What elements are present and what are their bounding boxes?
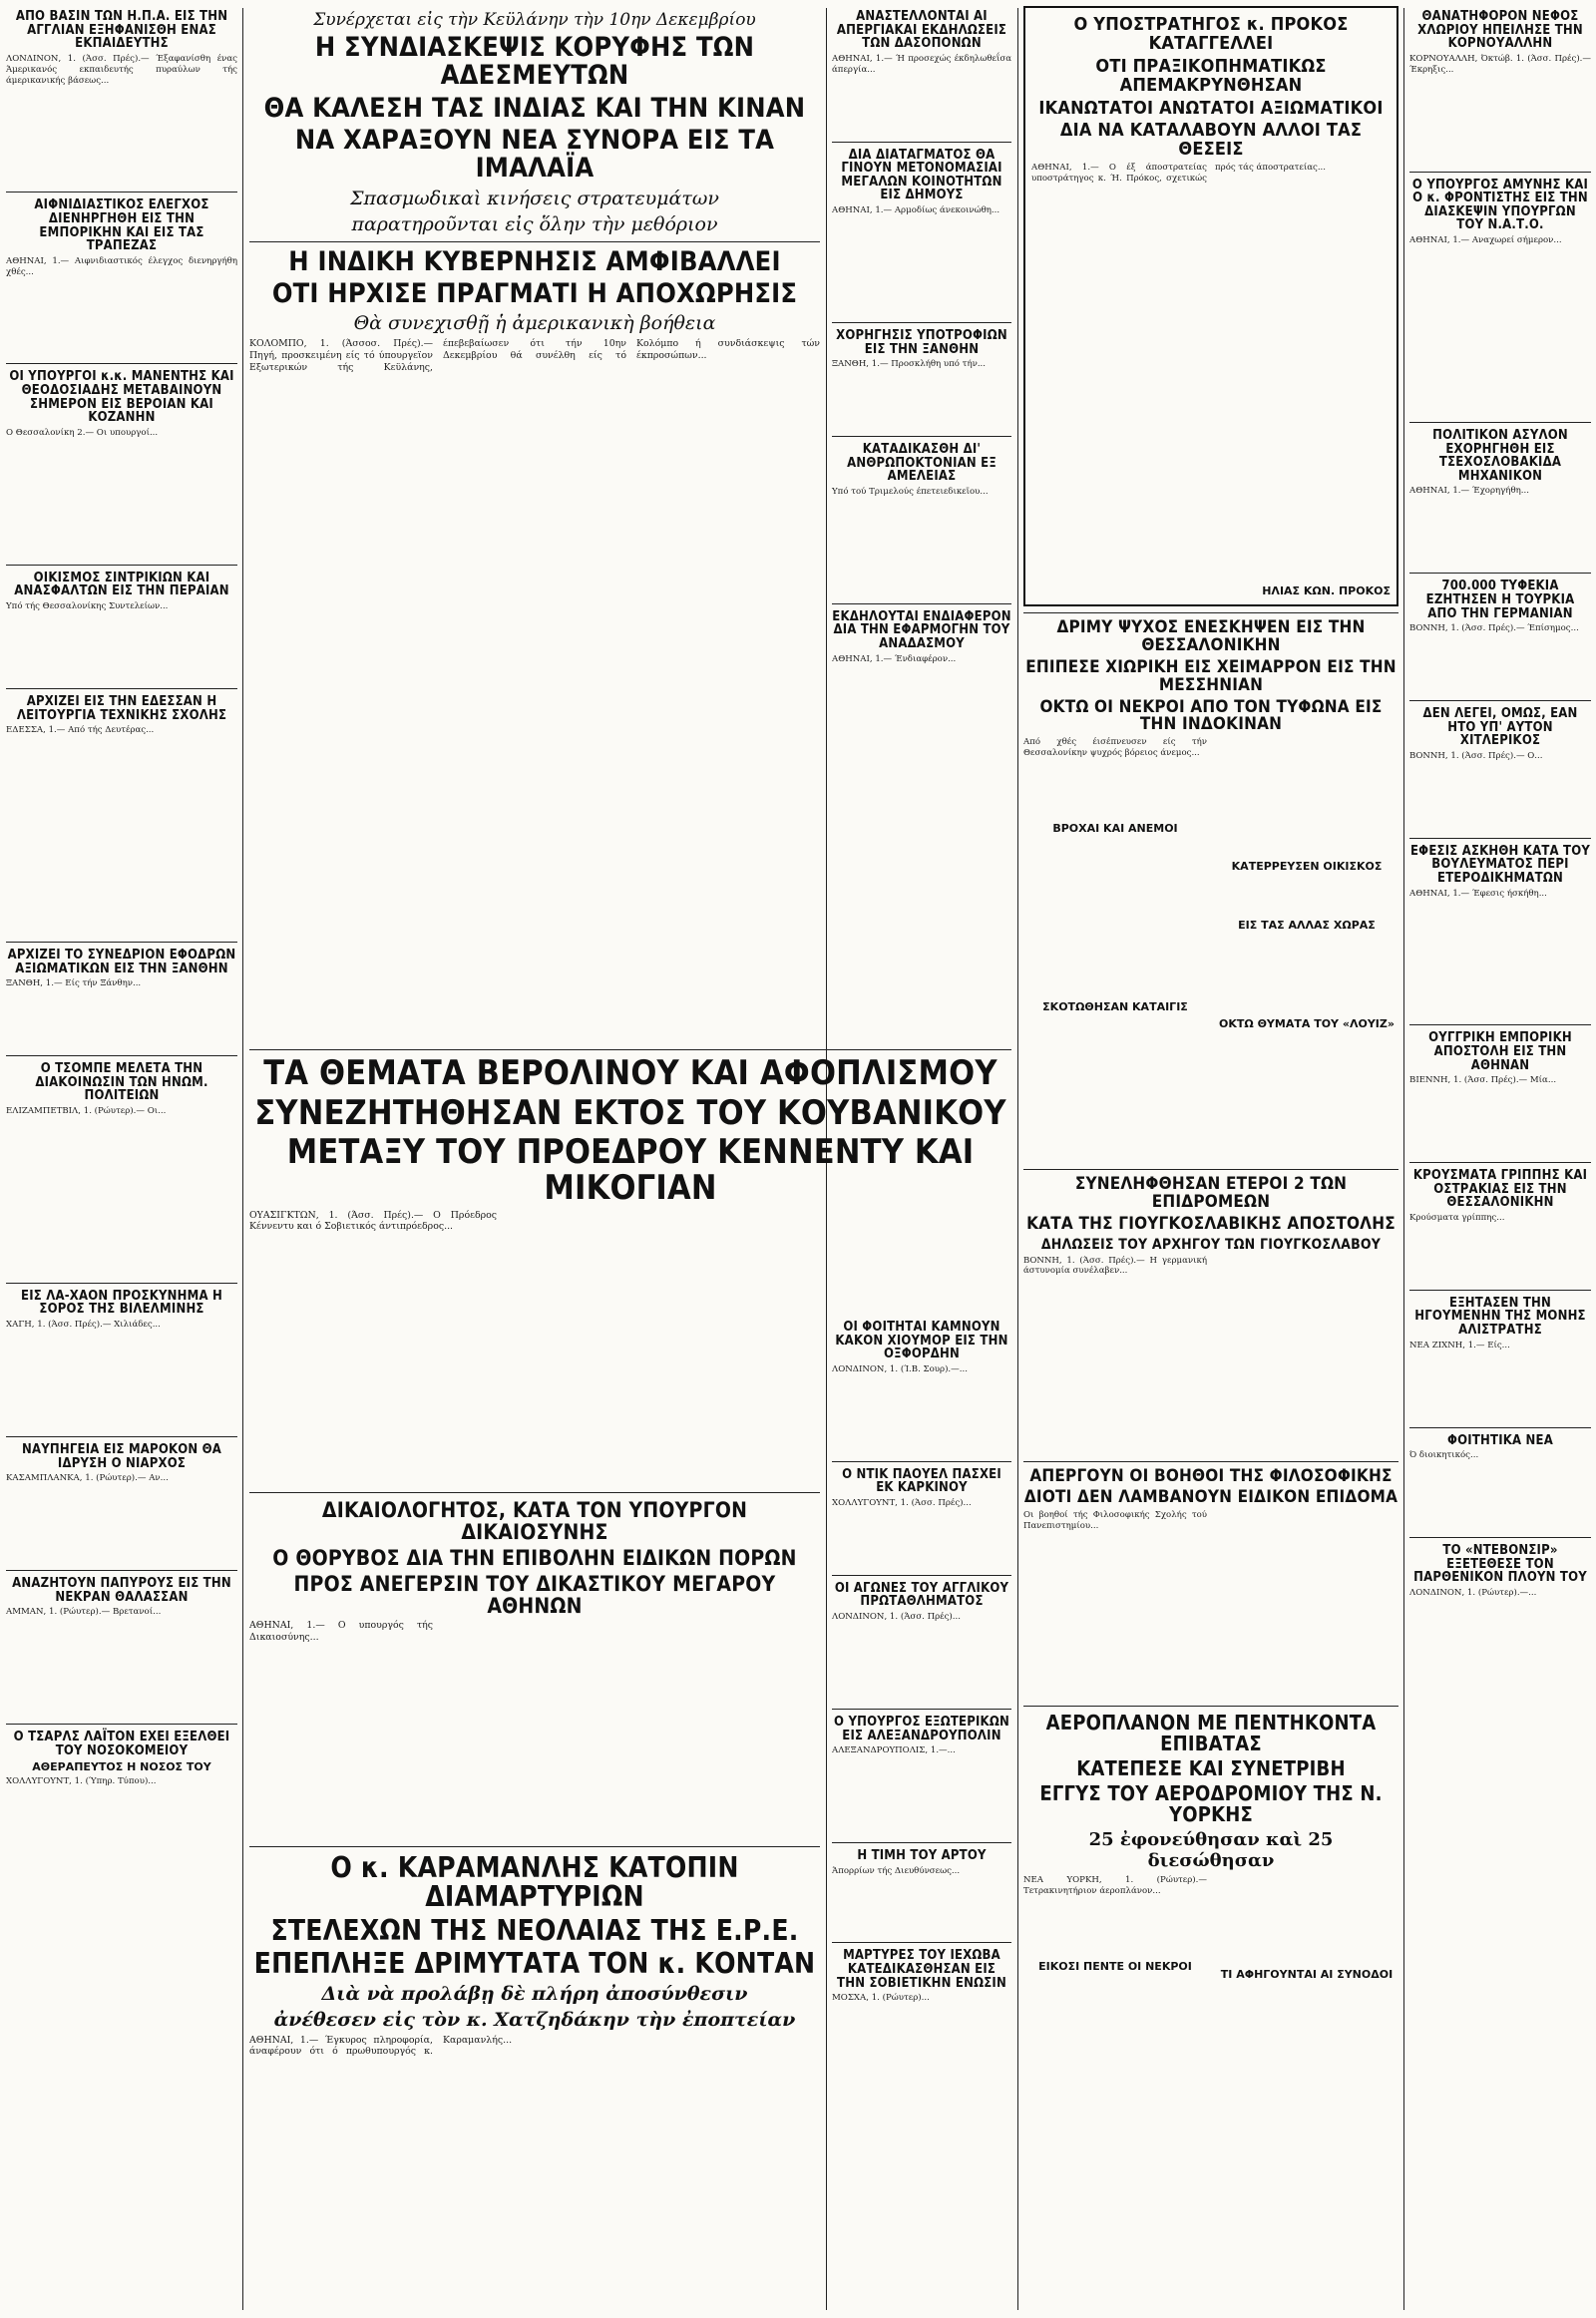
banner-headline: ΜΕΤΑΞΥ ΤΟΥ ΠΡΟΕΔΡΟΥ ΚΕΝΝΕΝΤΥ ΚΑΙ ΜΙΚΟΓΙΑΝ: [286, 1132, 975, 1209]
article-text: ΚΟΛΟΜΠΟ, 1. (Άσσοσ. Πρές).— Πηγή, προσκειμένη είς τό ύπουργεϊον Εξωτερικών τής Κεϋλάνης, έπεβεβαίωσεν ότι τήν 10ην Δεκεμβρίου θά συνέλθη είς τό Κολόμπο ή συνδιάσκεψις τών έκπροσώπων...: [249, 338, 823, 373]
headline: ΕΦΕΣΙΣ ΑΣΚΗΘΗ ΚΑΤΑ ΤΟΥ ΒΟΥΛΕΥΜΑΤΟΣ ΠΕΡΙ ΕΤΕΡΟΔΙΚΗΜΑΤΩΝ: [1409, 843, 1591, 886]
subheadline: ΟΚΤΩ ΘΥΜΑΤΑ ΤΟΥ «ΛΟΥΙΖ»: [1219, 1017, 1395, 1031]
headline: ΑΝΑΣΤΕΛΛΟΝΤΑΙ ΑΙ ΑΠΕΡΓΙΑΚΑΙ ΕΚΔΗΛΩΣΕΙΣ ΤΩΝ ΔΑΣΟΠΟΝΩΝ: [836, 9, 1007, 52]
article-text: ΑΛΕΞΑΝΔΡΟΥΠΟΛΙΣ, 1.—...: [832, 1745, 956, 1756]
headline: ΧΟΡΗΓΗΣΙΣ ΥΠΟΤΡΟΦΙΩΝ ΕΙΣ ΤΗΝ ΞΑΝΘΗΝ: [836, 327, 1007, 357]
dek: ἀνέθεσεν εἰς τὸν κ. Χατζηδάκην τὴν ἐποπτείαν: [273, 2008, 796, 2031]
column-center-lower: [832, 1317, 1011, 2004]
headline: ΚΑΤΕΠΕΣΕ ΚΑΙ ΣΥΝΕΤΡΙΒΗ: [1076, 1756, 1346, 1781]
article-text: ΒΙΕΝΝΗ, 1. (Άσσ. Πρές).— Μία...: [1409, 1075, 1557, 1086]
lead-headline: Η ΣΥΝΔΙΑΣΚΕΨΙΣ ΚΟΡΥΦΗΣ ΤΩΝ ΑΔΕΣΜΕΥΤΩΝ: [314, 32, 755, 92]
headline: ΑΡΧΙΖΕΙ ΕΙΣ ΤΗΝ ΕΔΕΣΣΑΝ Η ΛΕΙΤΟΥΡΓΙΑ ΤΕΧΝΙΚΗΣ ΣΧΟΛΗΣ: [16, 693, 227, 723]
article-text: ΒΟΝΝΗ, 1. (Άσσ. Πρές).— Έπίσημος...: [1409, 623, 1579, 634]
headline: ΟΤΙ ΠΡΑΞΙΚΟΠΗΜΑΤΙΚΩΣ ΑΠΕΜΑΚΡΥΝΘΗΣΑΝ: [1095, 55, 1327, 96]
headline: ΟΙ ΥΠΟΥΡΓΟΙ κ.κ. ΜΑΝΕΝΤΗΣ ΚΑΙ ΘΕΟΔΟΣΙΑΔΗΣ ΜΕΤΑΒΑΙΝΟΥΝ ΣΗΜΕΡΟΝ ΕΙΣ ΒΕΡΟΙΑΝ ΚΑΙ ΚΟΖΑΝΗΝ: [9, 369, 234, 426]
headline: ΚΑΤΑ ΤΗΣ ΓΙΟΥΓΚΟΣΛΑΒΙΚΗΣ ΑΠΟΣΤΟΛΗΣ: [1026, 1213, 1396, 1234]
lead-dek: Θὰ συνεχισθῇ ἡ ἀμερικανικὴ βοήθεια: [353, 312, 716, 335]
article-text: Από χθές έισέπνευσεν είς τήν Θεσσαλονίκην ψυχρός βόρειος άνεμος...: [1023, 737, 1210, 759]
article-text: Ο Θεσσαλονίκη 2.— Οι υπουργοί...: [6, 428, 159, 439]
article-text: ΝΕΑ ΥΟΡΚΗ, 1. (Ρώυτερ).— Τετρακινητήριον άεροπλάνον...: [1023, 1875, 1210, 1896]
column-left: [6, 6, 240, 1787]
headline: Ο ΥΠΟΥΡΓΟΣ ΕΞΩΤΕΡΙΚΩΝ ΕΙΣ ΑΛΕΞΑΝΔΡΟΥΠΟΛΙΝ: [834, 1714, 1009, 1743]
article-text: ΝΕΑ ΖΙΧΝΗ, 1.— Είς...: [1409, 1340, 1510, 1351]
article-text: Ό διοικητικός...: [1409, 1450, 1479, 1461]
lead-headline: ΘΑ ΚΑΛΕΣΗ ΤΑΣ ΙΝΔΙΑΣ ΚΑΙ ΤΗΝ ΚΙΝΑΝ: [263, 92, 806, 124]
column-center: [832, 6, 1014, 664]
headline: Ο ΥΠΟΥΡΓΟΣ ΑΜΥΝΗΣ ΚΑΙ Ο κ. ΦΡΟΝΤΙΣΤΗΣ ΕΙΣ ΤΗΝ ΔΙΑΣΚΕΨΙΝ ΥΠΟΥΡΓΩΝ ΤΟΥ Ν.Α.Τ.Ο.: [1411, 177, 1589, 233]
article-text: ΒΟΝΝΗ, 1. (Άσσ. Πρές).— Ο...: [1409, 750, 1543, 761]
article-text: ΛΟΝΔΙΝΟΝ, 1. (Άσσ. Πρές).— Έξαφανίσθη ένας Άμερικανός εκπαιδευτής πυραύλων τής άμερικανικής βάσεως...: [6, 53, 240, 86]
headline: Ο κ. ΚΑΡΑΜΑΝΛΗΣ ΚΑΤΟΠΙΝ ΔΙΑΜΑΡΤΥΡΙΩΝ: [330, 1851, 739, 1914]
article-text: Υπό τής Θεσσαλονίκης Συντελείων...: [6, 601, 169, 612]
article-text: ΧΟΛΛΥΓΟΥΝΤ, 1. (Ύπηρ. Τύπου)...: [6, 1776, 157, 1787]
article-text: ΟΥΑΣΙΓΚΤΩΝ, 1. (Άσσ. Πρές).— Ο Πρόεδρος Κέννεντυ και ό Σοβιετικός άντιπρόεδρος...: [249, 1209, 500, 1233]
banner-headline: ΣΥΝΕΖΗΤΗΘΗΣΑΝ ΕΚΤΟΣ ΤΟΥ ΚΟΥΒΑΝΙΚΟΥ: [254, 1092, 1006, 1133]
article-text: ΕΔΕΣΣΑ, 1.— Από τής Δευτέρας...: [6, 725, 155, 736]
article-text: Υπό τού Τριμελούς έπετειεδικεϊου...: [832, 486, 989, 497]
article-text: ΑΘΗΝΑΙ, 1.— Ο υπουργός τής Δικαιοσύνης...: [249, 1620, 436, 1643]
lead-dek: παρατηροῦνται εἰς ὅλην τὴν μεθόριον: [351, 212, 718, 235]
lead-headline: ΝΑ ΧΑΡΑΞΟΥΝ ΝΕΑ ΣΥΝΟΡΑ ΕΙΣ ΤΑ ΙΜΑΛΑΪΑ: [294, 125, 775, 185]
headline: ΑΠΟ ΒΑΣΙΝ ΤΩΝ Η.Π.Α. ΕΙΣ ΤΗΝ ΑΓΓΛΙΑΝ ΕΞΗΦΑΝΙΣΘΗ ΕΝΑΣ ΕΚΠΑΙΔΕΥΤΗΣ: [15, 9, 228, 52]
headline: 700.000 ΤΥΦΕΚΙΑ ΕΖΗΤΗΣΕΝ Η ΤΟΥΡΚΙΑ ΑΠΟ ΤΗΝ ΓΕΡΜΑΝΙΑΝ: [1425, 579, 1575, 621]
subheadline: ΑΘΕΡΑΠΕΥΤΟΣ Η ΝΟΣΟΣ ΤΟΥ: [32, 1760, 211, 1774]
headline: ΠΡΟΣ ΑΝΕΓΕΡΣΙΝ ΤΟΥ ΔΙΚΑΣΤΙΚΟΥ ΜΕΓΑΡΟΥ ΑΘΗΝΩΝ: [293, 1572, 776, 1619]
headline: ΔΕΝ ΛΕΓΕΙ, ΟΜΩΣ, ΕΑΝ ΗΤΟ ΥΠ' ΑΥΤΟΝ ΧΙΤΛΕΡΙΚΟΣ: [1422, 705, 1578, 749]
karamanlis-story: [249, 1840, 820, 2264]
article-text: Άπορρίων τής Διευθύνσεως...: [832, 1865, 961, 1876]
article-text: ΑΘΗΝΑΙ, 1.— Έγκυρος πληροφορία, άναφέρουν ότι ό πρωθυπουργός κ. Καραμανλής...: [249, 2034, 513, 2058]
article-text: ΑΘΗΝΑΙ, 1.— Ο έξ άποστρατείας υποστράτηγος κ. Ή. Πρόκος, σχετικώς πρός τάς άποστρατείας...: [1031, 163, 1327, 185]
headline: ΚΡΟΥΣΜΑΤΑ ΓΡΙΠΠΗΣ ΚΑΙ ΟΣΤΡΑΚΙΑΣ ΕΙΣ ΤΗΝ ΘΕΣΣΑΛΟΝΙΚΗΝ: [1412, 1168, 1588, 1211]
headline: ΟΚΤΩ ΟΙ ΝΕΚΡΟΙ ΑΠΟ ΤΟΝ ΤΥΦΩΝΑ ΕΙΣ ΤΗΝ ΙΝΔΟΚΙΝΑΝ: [1039, 696, 1383, 735]
headline: ΟΙΚΙΣΜΟΣ ΣΙΝΤΡΙΚΙΩΝ ΚΑΙ ΑΝΑΣΦΑΛΤΩΝ ΕΙΣ ΤΗΝ ΠΕΡΑΙΑΝ: [14, 570, 229, 599]
article-text: ΛΟΝΔΙΝΟΝ, 1. (Ρώυτερ).—...: [1409, 1587, 1537, 1598]
article-text: ΒΟΝΝΗ, 1. (Άσσ. Πρές).— Η γερμανική άστυνομία συνέλαβεν...: [1023, 1255, 1210, 1277]
headline: ΔΗΛΩΣΕΙΣ ΤΟΥ ΑΡΧΗΓΟΥ ΤΩΝ ΓΙΟΥΓΚΟΣΛΑΒΟΥ: [1040, 1236, 1382, 1253]
article-text: ΑΜΜΑΝ, 1. (Ρώυτερ).— Βρετανοί...: [6, 1607, 162, 1618]
article-text: ΑΘΗΝΑΙ, 1.— Έφεσις ήσκήθη...: [1409, 888, 1547, 899]
article-text: Κρούσματα γρίππης...: [1409, 1213, 1505, 1224]
article-text: ΜΟΣΧΑ, 1. (Ρώυτερ)...: [832, 1993, 930, 2004]
article-text: ΞΑΝΘΗ, 1.— Είς τήν Ξάνθην...: [6, 978, 142, 989]
headline: ΦΟΙΤΗΤΙΚΑ ΝΕΑ: [1447, 1432, 1553, 1448]
headline: ΠΟΛΙΤΙΚΟΝ ΑΣΥΛΟΝ ΕΧΟΡΗΓΗΘΗ ΕΙΣ ΤΣΕΧΟΣΛΟΒΑΚΙΔΑ ΜΗΧΑΝΙΚΟΝ: [1432, 427, 1568, 484]
article-text: ΚΑΣΑΜΠΛΑΝΚΑ, 1. (Ρώυτερ).— Αν...: [6, 1473, 169, 1484]
headline: Η ΤΙΜΗ ΤΟΥ ΑΡΤΟΥ: [857, 1847, 987, 1863]
lead-kicker: Συνέρχεται εἰς τὴν Κεϋλάνην τὴν 10ην Δεκεμβρίου: [313, 10, 756, 30]
subheadline: ΕΙΣ ΤΑΣ ΑΛΛΑΣ ΧΩΡΑΣ: [1238, 919, 1376, 933]
subheadline: ΤΙ ΑΦΗΓΟΥΝΤΑΙ ΑΙ ΣΥΝΟΔΟΙ: [1220, 1968, 1394, 1982]
headline: ΑΝΑΖΗΤΟΥΝ ΠΑΠΥΡΟΥΣ ΕΙΣ ΤΗΝ ΝΕΚΡΑΝ ΘΑΛΑΣΣΑΝ: [12, 1575, 231, 1605]
headline: ΑΠΕΡΓΟΥΝ ΟΙ ΒΟΗΘΟΙ ΤΗΣ ΦΙΛΟΣΟΦΙΚΗΣ: [1029, 1465, 1393, 1486]
article-text: ΞΑΝΘΗ, 1.— Προσκλήθη υπό τήν...: [832, 359, 987, 370]
prokos-box: [1023, 6, 1398, 606]
article-continuation: [6, 86, 237, 186]
headline: ΜΑΡΤΥΡΕΣ ΤΟΥ ΙΕΧΩΒΑ ΚΑΤΕΔΙΚΑΣΘΗΣΑΝ ΕΙΣ ΤΗΝ ΣΟΒΙΕΤΙΚΗΝ ΕΝΩΣΙΝ: [837, 1948, 1006, 1991]
article-text: Οι βοηθοί τής Φιλοσοφικής Σχολής τού Πανεπιστημίου...: [1023, 1510, 1210, 1531]
weather-columns: [1023, 737, 1398, 1163]
lead-story: [249, 6, 823, 877]
headline: ΘΑΝΑΤΗΦΟΡΟΝ ΝΕΦΟΣ ΧΛΩΡΙΟΥ ΗΠΕΙΛΗΣΕ ΤΗΝ ΚΟΡΝΟΥΑΛΛΗΝ: [1417, 9, 1583, 52]
dek: Διὰ νὰ προλάβῃ δὲ πλήρη ἀποσύνθεσιν: [321, 1982, 748, 2005]
headline: Ο ΘΟΡΥΒΟΣ ΔΙΑ ΤΗΝ ΕΠΙΒΟΛΗΝ ΕΙΔΙΚΩΝ ΠΟΡΩΝ: [272, 1546, 797, 1571]
headline: Ο ΤΣΟΜΠΕ ΜΕΛΕΤΑ ΤΗΝ ΔΙΑΚΟΙΝΩΣΙΝ ΤΩΝ ΗΝΩΜ. ΠΟΛΙΤΕΙΩΝ: [35, 1061, 208, 1104]
headline: ΔΙΑ ΝΑ ΚΑΤΑΛΑΒΟΥΝ ΑΛΛΟΙ ΤΑΣ ΘΕΣΕΙΣ: [1059, 120, 1363, 161]
article-text: ΑΘΗΝΑΙ, 1.— Ένδιαφέρον...: [832, 653, 957, 664]
banner-headline: ΤΑ ΘΕΜΑΤΑ ΒΕΡΟΛΙΝΟΥ ΚΑΙ ΑΦΟΠΛΙΣΜΟΥ: [263, 1053, 998, 1093]
headline: ΙΚΑΝΩΤΑΤΟΙ ΑΝΩΤΑΤΟΙ ΑΞΙΩΜΑΤΙΚΟΙ: [1038, 97, 1384, 119]
headline: ΑΕΡΟΠΛΑΝΟΝ ΜΕ ΠΕΝΤΗΚΟΝΤΑ ΕΠΙΒΑΤΑΣ: [1045, 1711, 1377, 1756]
headline: ΟΥΓΓΡΙΚΗ ΕΜΠΟΡΙΚΗ ΑΠΟΣΤΟΛΗ ΕΙΣ ΤΗΝ ΑΘΗΝΑΝ: [1428, 1030, 1572, 1073]
column-right: [1409, 6, 1594, 1599]
article-text: ΚΟΡΝΟΥΑΛΛΗ, Όκτώβ. 1. (Άσσ. Πρές).— Έκρηξις...: [1409, 53, 1594, 75]
headline: Ο ΝΤΙΚ ΠΑΟΥΕΛ ΠΑΣΧΕΙ ΕΚ ΚΑΡΚΙΝΟΥ: [842, 1466, 1001, 1496]
headline: ΟΙ ΑΓΩΝΕΣ ΤΟΥ ΑΓΓΛΙΚΟΥ ΠΡΩΤΑΘΛΗΜΑΤΟΣ: [834, 1580, 1009, 1610]
article-text: ΕΛΙΖΑΜΠΕΤΒΙΛ, 1. (Ρώυτερ).— Οι...: [6, 1105, 167, 1116]
headline: ΚΑΤΑΔΙΚΑΣΘΗ ΔΙ' ΑΝΘΡΩΠΟΚΤΟΝΙΑΝ ΕΞ ΑΜΕΛΕΙΑΣ: [847, 441, 997, 485]
headline: Ο ΥΠΟΣΤΡΑΤΗΓΟΣ κ. ΠΡΟΚΟΣ ΚΑΤΑΓΓΕΛΛΕΙ: [1073, 14, 1349, 54]
article-text: ΑΘΗΝΑΙ, 1.— Ή προσεχώς έκδηλωθεΐσα άπεργία...: [832, 53, 1014, 75]
headline: ΕΓΓΥΣ ΤΟΥ ΑΕΡΟΔΡΟΜΙΟΥ ΤΗΣ Ν. ΥΟΡΚΗΣ: [1039, 1781, 1383, 1827]
article-text: ΛΟΝΔΙΝΟΝ, 1. (Άσσ. Πρές)...: [832, 1612, 961, 1623]
headline: ΣΤΕΛΕΧΩΝ ΤΗΣ ΝΕΟΛΑΙΑΣ ΤΗΣ Ε.Ρ.Ε.: [270, 1913, 799, 1947]
headline: ΣΥΝΕΛΗΦΘΗΣΑΝ ΕΤΕΡΟΙ 2 ΤΩΝ ΕΠΙΔΡΟΜΕΩΝ: [1074, 1174, 1348, 1213]
column-rule: [1017, 8, 1018, 2310]
headline: ΕΙΣ ΛΑ-ΧΑΟΝ ΠΡΟΣΚΥΝΗΜΑ Η ΣΟΡΟΣ ΤΗΣ ΒΙΛΕΛΜΙΝΗΣ: [21, 1288, 222, 1318]
column-right-wide: [1023, 6, 1398, 1984]
subheadline: ΕΙΚΟΣΙ ΠΕΝΤΕ ΟΙ ΝΕΚΡΟΙ: [1038, 1959, 1192, 1973]
headline: ΟΙ ΦΟΙΤΗΤΑΙ ΚΑΜΝΟΥΝ ΚΑΚΟΝ ΧΙΟΥΜΟΡ ΕΙΣ ΤΗΝ ΟΞΦΟΡΔΗΝ: [835, 1320, 1008, 1362]
article-text: ΧΟΛΛΥΓΟΥΝΤ, 1. (Άσσ. Πρές)...: [832, 1498, 972, 1508]
headline: ΔΙΑ ΔΙΑΤΑΓΜΑΤΟΣ ΘΑ ΓΙΝΟΥΝ ΜΕΤΟΝΟΜΑΣΙΑΙ ΜΕΓΑΛΩΝ ΚΟΙΝΟΤΗΤΩΝ ΕΙΣ ΔΗΜΟΥΣ: [841, 147, 1002, 203]
article-text: ΑΘΗΝΑΙ, 1.— Αιφνιδιαστικός έλεγχος διενηργήθη χθές...: [6, 255, 240, 277]
headline: ΑΙΦΝΙΔΙΑΣΤΙΚΟΣ ΕΛΕΓΧΟΣ ΔΙΕΝΗΡΓΗΘΗ ΕΙΣ ΤΗΝ ΕΜΠΟΡΙΚΗΝ ΚΑΙ ΕΙΣ ΤΑΣ ΤΡΑΠΕΖΑΣ: [34, 197, 209, 254]
article-text: ΑΘΗΝΑΙ, 1.— Αναχωρεί σήμερον...: [1409, 235, 1562, 246]
column-rule: [1403, 8, 1404, 2310]
headline: ΔΡΙΜΥ ΨΥΧΟΣ ΕΝΕΣΚΗΨΕΝ ΕΙΣ ΤΗΝ ΘΕΣΣΑΛΟΝΙΚΗΝ: [1056, 617, 1366, 656]
headline: ΕΠΙΠΕΣΕ ΧΙΩΡΙΚΗ ΕΙΣ ΧΕΙΜΑΡΡΟΝ ΕΙΣ ΤΗΝ ΜΕΣΣΗΝΙΑΝ: [1025, 656, 1396, 695]
headline: ΑΡΧΙΖΕΙ ΤΟ ΣΥΝΕΔΡΙΟΝ ΕΦΟΔΡΩΝ ΑΞΙΩΜΑΤΙΚΩΝ ΕΙΣ ΤΗΝ ΞΑΝΘΗΝ: [7, 947, 236, 976]
headline: ΔΙΚΑΙΟΛΟΓΗΤΟΣ, ΚΑΤΑ ΤΟΝ ΥΠΟΥΡΓΟΝ ΔΙΚΑΙΟΣΥΝΗΣ: [321, 1498, 748, 1545]
signature: ΗΛΙΑΣ ΚΩΝ. ΠΡΟΚΟΣ: [1262, 584, 1391, 598]
column-rule: [242, 8, 243, 2310]
lead-dek: Σπασμωδικαὶ κινήσεις στρατευμάτων: [350, 187, 719, 209]
headline: ΤΟ «ΝΤΕΒΟΝΣΙΡ» ΕΞΕΤΕΘΕΣΕ ΤΟΝ ΠΑΡΘΕΝΙΚΟΝ ΠΛΟΥΝ ΤΟΥ: [1413, 1542, 1587, 1586]
headline: ΕΚΔΗΛΟΥΤΑΙ ΕΝΔΙΑΦΕΡΟΝ ΔΙΑ ΤΗΝ ΕΦΑΡΜΟΓΗΝ ΤΟΥ ΑΝΑΔΑΣΜΟΥ: [832, 608, 1011, 651]
article-text: ΑΘΗΝΑΙ, 1.— Αρμοδίως άνεκοινώθη...: [832, 205, 1000, 216]
lawyers-story: [249, 1486, 820, 1869]
headline: ΕΞΗΤΑΣΕΝ ΤΗΝ ΗΓΟΥΜΕΝΗΝ ΤΗΣ ΜΟΝΗΣ ΑΛΙΣΤΡΑΤΗΣ: [1414, 1295, 1586, 1339]
headline: ΔΙΟΤΙ ΔΕΝ ΛΑΜΒΑΝΟΥΝ ΕΙΔΙΚΟΝ ΕΠΙΔΟΜΑ: [1023, 1487, 1398, 1508]
article-text: ΛΟΝΔΙΝΟΝ, 1. (Ί.Β. Σουρ).—...: [832, 1363, 968, 1374]
headline: ΕΠΕΠΛΗΞΕ ΔΡΙΜΥΤΑΤΑ ΤΟΝ κ. ΚΟΝΤΑΝ: [253, 1947, 816, 1981]
article-text: ΧΑΓΗ, 1. (Άσσ. Πρές).— Χιλιάδες...: [6, 1320, 161, 1331]
headline: ΝΑΥΠΗΓΕΙΑ ΕΙΣ ΜΑΡΟΚΟΝ ΘΑ ΙΔΡΥΣΗ Ο ΝΙΑΡΧΟΣ: [21, 1441, 222, 1471]
article-text: ΑΘΗΝΑΙ, 1.— Έχορηγήθη...: [1409, 486, 1529, 497]
dek: 25 ἐφονεύθησαν καὶ 25 διεσώθησαν: [1088, 1829, 1334, 1872]
subheadline: ΒΡΟΧΑΙ ΚΑΙ ΑΝΕΜΟΙ: [1052, 821, 1178, 835]
headline: Ο ΤΣΑΡΛΣ ΛΑΪΤΟΝ ΕΧΕΙ ΕΞΕΛΘΕΙ ΤΟΥ ΝΟΣΟΚΟΜΕΙΟΥ: [13, 1730, 230, 1758]
lead-subheadline: ΟΤΙ ΗΡΧΙΣΕ ΠΡΑΓΜΑΤΙ Η ΑΠΟΧΩΡΗΣΙΣ: [271, 278, 798, 310]
lead-subheadline: Η ΙΝΔΙΚΗ ΚΥΒΕΡΝΗΣΙΣ ΑΜΦΙΒΑΛΛΕΙ: [288, 245, 781, 277]
subheadline: ΚΑΤΕΡΡΕΥΣΕΝ ΟΙΚΙΣΚΟΣ: [1231, 860, 1383, 874]
subheadline: ΣΚΟΤΩΘΗΣΑΝ ΚΑΤΑΙΓΙΣ: [1042, 999, 1188, 1013]
